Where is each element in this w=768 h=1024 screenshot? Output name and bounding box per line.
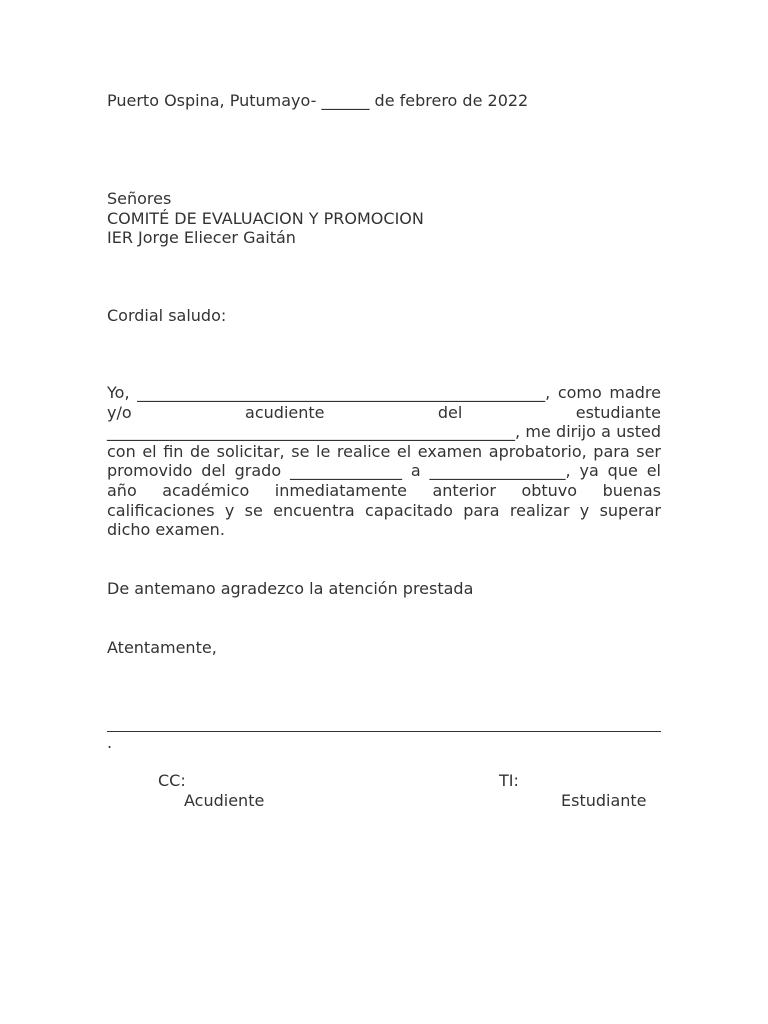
thanks-line: De antemano agradezco la atención prestada — [107, 579, 474, 598]
greeting: Cordial saludo: — [107, 306, 227, 325]
ti-label: TI: — [499, 771, 519, 790]
recipient-block — [107, 189, 661, 248]
signature-mark: . — [107, 733, 113, 752]
recipient-title: Señores — [107, 189, 172, 208]
letter-body: Yo, ___________________________________________________, como madre y/o acudiente del estudiante ___________________________________________________, me dirijo a usted con el fin de solicitar, se le realice el examen aprobatorio, para ser promovido del grado ______________ a _________________, ya que el año académico inmediatamente anterior obtuvo buenas calificaciones y se encuentra capacitado para realizar y superar dicho examen. — [107, 383, 661, 540]
place-date-line: Puerto Ospina, Putumayo- ______ de febrero de 2022 — [107, 91, 529, 110]
acudiente-label: Acudiente — [184, 791, 265, 810]
recipient-committee: COMITÉ DE EVALUACION Y PROMOCION — [107, 208, 424, 228]
cc-label: CC: — [158, 771, 186, 790]
recipient-institution: IER Jorge Eliecer Gaitán — [107, 228, 296, 248]
signature-line — [107, 731, 661, 732]
closing-line: Atentamente, — [107, 638, 217, 657]
estudiante-label: Estudiante — [561, 791, 647, 810]
